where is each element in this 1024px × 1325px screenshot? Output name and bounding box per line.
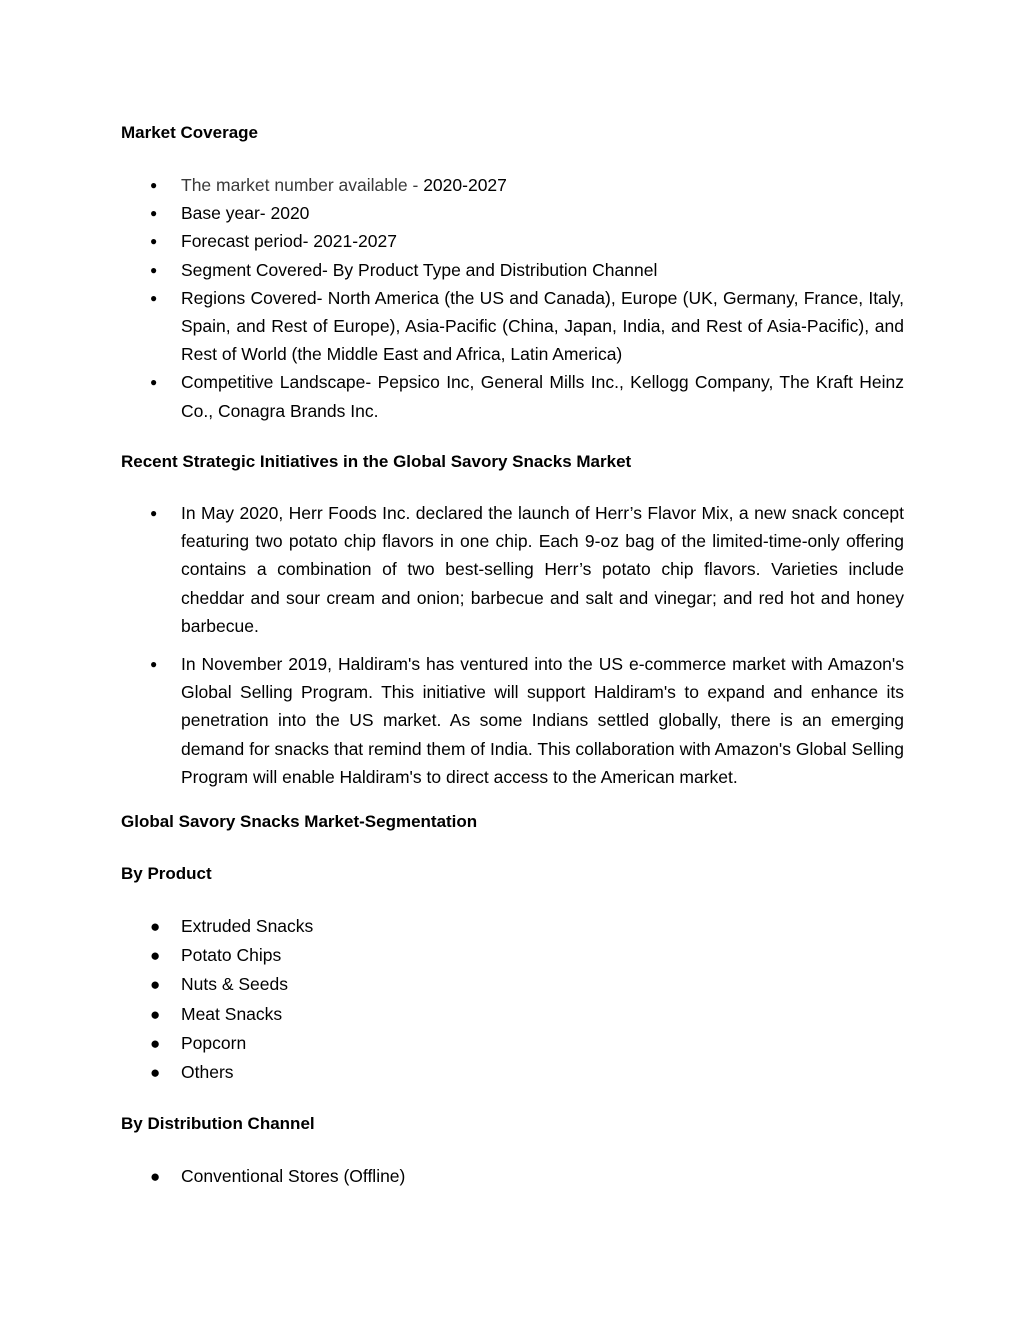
distribution-item: Conventional Stores (Offline) <box>181 1166 406 1186</box>
market-number-label: The market number available - <box>181 175 424 195</box>
market-number-value: 2020-2027 <box>423 175 507 195</box>
product-item: Others <box>181 1062 234 1083</box>
bullet-icon: ● <box>150 206 158 221</box>
bullet-icon: ● <box>150 1063 161 1083</box>
regions-covered-text: Regions Covered- North America (the US and Canada), Europe (UK, Germany, France, Italy, Spain, and Rest of Europe), Asia-Pacific (China, Japan, India, and Rest of Asia-Pacific), and Rest of World (the Middle East and Africa, Latin America) <box>181 287 904 365</box>
initiative-text: In May 2020, Herr Foods Inc. declared the launch of Herr’s Flavor Mix, a new snack concept featuring two potato chip flavors in one chip. Each 9-oz bag of the limited-time-only offering contains a combination of two best-selling Herr’s potato chip flavors. Varieties include cheddar and sour cream and onion; barbecue and salt and vinegar; and red hot and honey barbecue. <box>181 503 904 636</box>
list-item <box>150 1162 904 1191</box>
list-item <box>150 227 904 255</box>
list-item <box>150 650 904 791</box>
product-item: Extruded Snacks <box>181 916 314 936</box>
list-item <box>150 1029 904 1058</box>
bullet-icon: ● <box>150 946 161 966</box>
list-item <box>150 499 904 640</box>
bullet-icon: ● <box>150 375 158 390</box>
list-item <box>150 284 904 369</box>
segmentation-heading: Global Savory Snacks Market-Segmentation <box>121 812 478 831</box>
list-item <box>150 368 904 424</box>
initiative-text: In November 2019, Haldiram's has ventured into the US e-commerce market with Amazon's Global Selling Program. This initiative will support Haldiram's to expand and enhance its penetration into the US market. As some Indians settled globally, there is an emerging demand for snacks that remind them of India. This collaboration with Amazon's Global Selling Program will enable Haldiram's to direct access to the American market. <box>181 654 904 787</box>
by-product-list <box>150 912 904 1087</box>
base-year-text: Base year- 2020 <box>181 203 310 224</box>
recent-initiatives-list <box>150 499 904 791</box>
bullet-icon: ● <box>150 1167 161 1186</box>
bullet-icon: ● <box>150 975 161 995</box>
list-item <box>150 256 904 284</box>
bullet-icon: ● <box>150 1033 161 1053</box>
product-item: Meat Snacks <box>181 1003 283 1024</box>
bullet-icon: ● <box>150 506 158 520</box>
bullet-icon: ● <box>150 917 161 936</box>
list-item <box>150 171 904 199</box>
list-item <box>150 941 904 970</box>
forecast-period-text: Forecast period- 2021-2027 <box>181 231 397 252</box>
product-item: Popcorn <box>181 1032 247 1053</box>
list-item <box>150 912 904 941</box>
market-coverage-heading: Market Coverage <box>121 123 259 142</box>
market-coverage-list <box>150 171 904 425</box>
bullet-icon: ● <box>150 657 158 672</box>
list-item <box>150 1058 904 1087</box>
product-item: Potato Chips <box>181 945 282 966</box>
list-item <box>150 970 904 999</box>
by-distribution-heading: By Distribution Channel <box>121 1114 315 1133</box>
by-product-heading: By Product <box>121 864 212 883</box>
list-item <box>150 199 904 227</box>
bullet-icon: ● <box>150 234 158 249</box>
by-distribution-list <box>150 1162 904 1191</box>
product-item: Nuts & Seeds <box>181 974 288 995</box>
bullet-icon: ● <box>150 290 158 305</box>
bullet-icon: ● <box>150 1004 161 1024</box>
segment-covered-text: Segment Covered- By Product Type and Distribution Channel <box>181 259 658 280</box>
bullet-icon: ● <box>150 178 158 192</box>
list-item <box>150 1000 904 1029</box>
competitive-landscape-text: Competitive Landscape- Pepsico Inc, General Mills Inc., Kellogg Company, The Kraft Heinz Co., Conagra Brands Inc. <box>181 372 904 421</box>
bullet-icon: ● <box>150 262 158 277</box>
recent-initiatives-heading: Recent Strategic Initiatives in the Global Savory Snacks Market <box>121 452 632 471</box>
